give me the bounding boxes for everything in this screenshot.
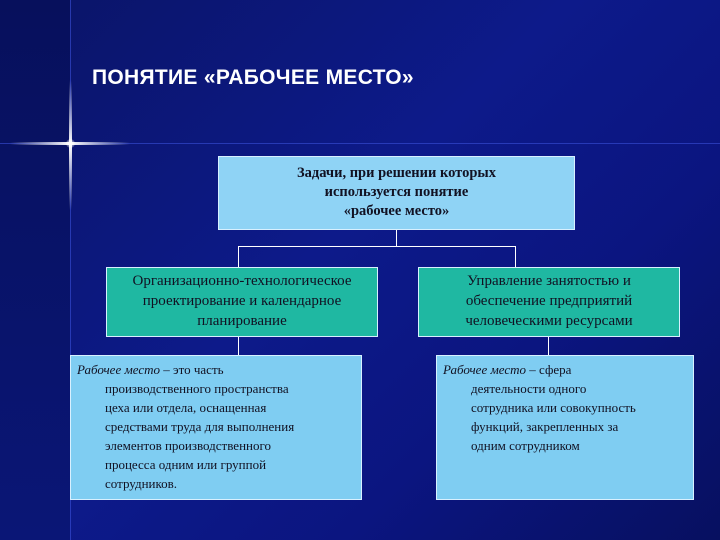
left-definition-line-6: процесса одним или группой [105,457,267,472]
connector-root-down [396,230,397,246]
left-definition-line-7: сотрудников. [105,476,178,491]
right-definition-line-2: деятельности одного [471,381,587,396]
background-left-band [0,0,70,540]
left-definition-line-5: элементов производственного [105,438,271,453]
root-line-1: Задачи, при решении которых [297,165,496,181]
connector-left-down [238,246,239,267]
connector-horizontal [238,246,515,247]
left-definition-box [70,355,362,500]
root-line-3: «рабочее место» [343,203,450,219]
right-branch-line-3: человеческими ресурсами [465,313,633,329]
left-definition-line-3: цеха или отдела, оснащенная [105,400,267,415]
slide-title: ПОНЯТИЕ «РАБОЧЕЕ МЕСТО» [92,66,414,89]
right-branch-box [418,267,680,337]
right-definition-first-line [443,360,687,379]
left-definition-first-line [77,360,355,379]
connector-right-mid-to-bottom [548,337,549,355]
right-definition-box [436,355,694,500]
connector-left-mid-to-bottom [238,337,239,355]
right-definition-line-4: функций, закрепленных за [471,419,619,434]
left-definition-line-4: средствами труда для выполнения [105,419,295,434]
left-definition-first-rest: – это часть [160,362,224,377]
left-branch-line-1: Организационно-технологическое [132,273,352,289]
left-definition-line-2: производственного пространства [105,381,289,396]
root-line-2: используется понятие [324,184,469,200]
light-flare-center [66,139,75,148]
right-branch-line-2: обеспечение предприятий [465,293,633,309]
left-branch-line-2: проектирование и календарное [142,293,342,309]
right-definition-first-rest: – сфера [526,362,572,377]
left-definition-term: Рабочее место [77,362,161,377]
right-definition-line-3: сотрудника или совокупность [471,400,636,415]
root-box [218,156,575,230]
right-definition-line-5: одним сотрудником [471,438,580,453]
connector-right-down [515,246,516,267]
left-branch-box [106,267,378,337]
left-branch-line-3: планирование [197,313,287,329]
right-definition-term: Рабочее место [443,362,527,377]
right-branch-line-1: Управление занятостью и [467,273,631,289]
